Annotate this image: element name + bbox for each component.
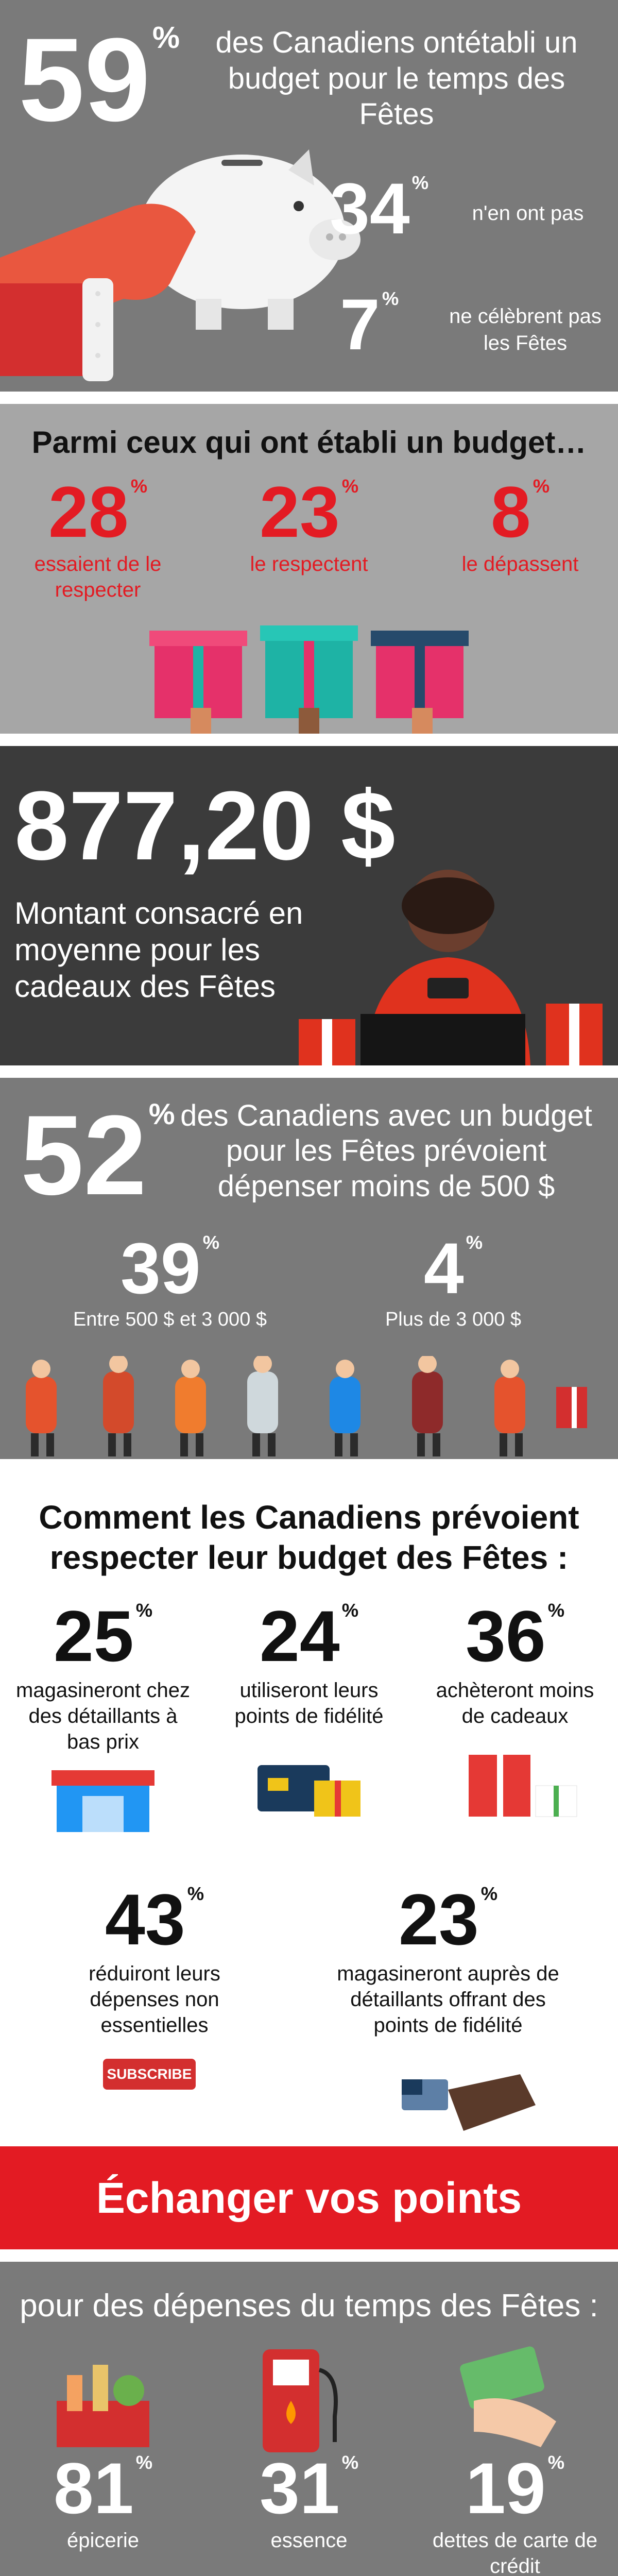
section-budget-overview (0, 0, 618, 392)
divider (0, 1459, 618, 1471)
shoppers-walking-illustration (0, 1356, 618, 1459)
section-heading: Parmi ceux qui ont établi un budget… (31, 425, 587, 460)
store-icon (52, 1760, 154, 1832)
stat-39: 39 % Entre 500 $ et 3 000 $ (73, 1228, 267, 1330)
stat-31: 31 % essence (259, 2448, 359, 2552)
stat-8: 8 % le dépassent (461, 471, 579, 575)
stat-19-credit: 19 % dettes de carte de crédit (432, 2448, 598, 2576)
average-amount-caption: Montant consacré en moyenne pour les cadeaux des Fêtes (14, 896, 303, 1004)
credit-card-hand-icon (453, 2344, 566, 2447)
gas-pump-icon (247, 2339, 350, 2458)
section-holiday-expenses (0, 2262, 618, 2576)
stat-36: 36 % achèteront moins de cadeaux (436, 1596, 594, 1727)
divider (0, 392, 618, 404)
stat-25: 25 % magasineront chez des détaillants à bas prix (16, 1596, 190, 1753)
section-heading: Comment les Canadiens prévoient respecter leur budget des Fêtes : (39, 1499, 579, 1577)
piggy-bank-hand-illustration (0, 129, 371, 392)
stat-34-text: n'en ont pas (472, 202, 584, 225)
divider (0, 734, 618, 746)
gift-card-icon (258, 1750, 371, 1822)
section-budget-strategies (0, 1471, 618, 2146)
banner-title: Échanger vos points (96, 2173, 522, 2222)
stat-43: 43 % réduiront leurs dépenses non essentielles (89, 1879, 220, 2037)
stat-34: 34 % (330, 168, 429, 249)
stat-52: 52% (21, 1092, 175, 1218)
stat-59-text: des Canadiens ontétabli un budget pour le temps des Fêtes (215, 26, 578, 131)
shopper-laptop-illustration (288, 849, 618, 1065)
average-amount: 877,20 $ (14, 771, 396, 880)
section-redeem-banner (0, 2146, 618, 2249)
stat-23: 23 % le respectent (250, 471, 368, 575)
stat-28: 28 % essaient de le respecter (34, 471, 162, 601)
hand-card-icon (402, 2064, 536, 2136)
section-spending-ranges (0, 1078, 618, 1459)
stat-4: 4 % Plus de 3 000 $ (385, 1228, 522, 1330)
section-budget-followers (0, 404, 618, 734)
subscribe-icon: SUBSCRIBE (103, 2059, 196, 2090)
grocery-basket-icon (46, 2344, 160, 2458)
gifts-illustration (144, 610, 474, 734)
divider (0, 1065, 618, 1078)
stat-59: 59% (19, 13, 180, 146)
section-average-spend (0, 746, 618, 1065)
stat-24: 24 % utiliseront leurs points de fidélité (234, 1596, 384, 1727)
divider (0, 2249, 618, 2262)
stat-7: 7 % (340, 284, 399, 365)
stat-7-text: ne célèbrent pas les Fêtes (449, 305, 602, 354)
stat-23-loyalty: 23 % magasineront auprès de détaillants offrant des points de fidélité (337, 1879, 559, 2037)
wrapped-gifts-icon (469, 1739, 582, 1822)
stat-81: 81 % épicerie (53, 2448, 153, 2552)
section-heading: pour des dépenses du temps des Fêtes : (20, 2288, 598, 2324)
stat-52-text: des Canadiens avec un budget pour les Fêtes prévoient dépenser moins de 500 $ (180, 1099, 592, 1203)
